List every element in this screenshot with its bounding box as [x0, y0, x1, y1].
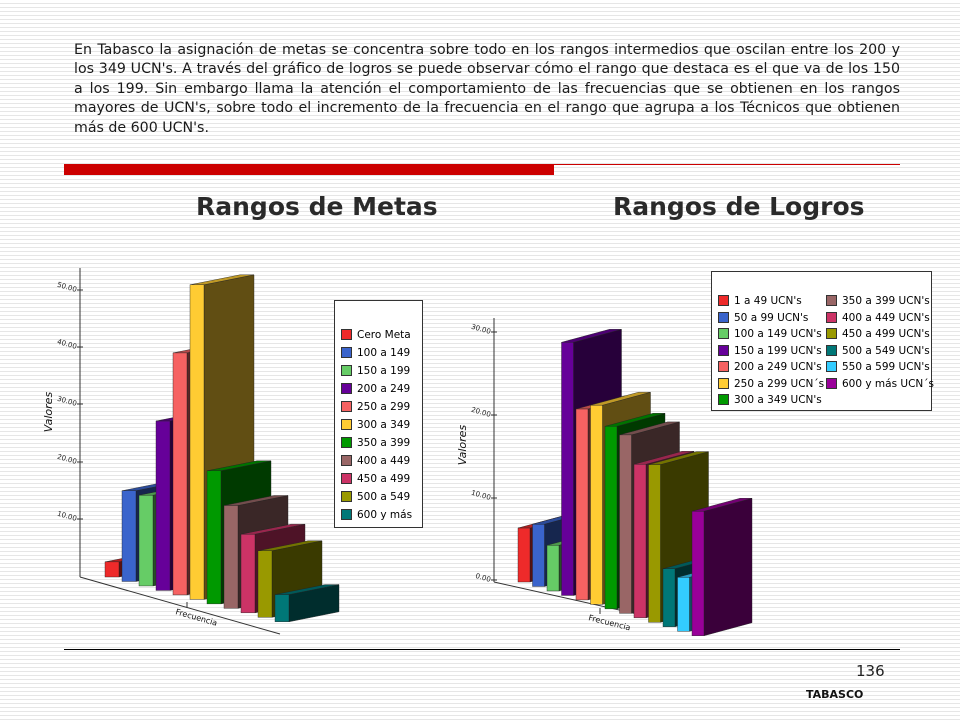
y-tick-label: 50.00	[56, 280, 78, 294]
legend-swatch	[718, 312, 729, 323]
bar-front	[156, 421, 170, 590]
x-axis-label: Frecuencia	[174, 607, 219, 628]
legend-swatch	[826, 361, 837, 372]
bar-front	[207, 471, 221, 604]
bar-front	[605, 426, 617, 609]
legend-label: 150 a 199	[357, 365, 411, 377]
legend-swatch	[341, 491, 352, 502]
bar-front	[649, 465, 661, 623]
page-number: 136	[856, 662, 885, 680]
legend-label: 200 a 249 UCN's	[734, 361, 822, 373]
bar-front	[105, 562, 119, 577]
heading-logros: Rangos de Logros	[613, 192, 865, 221]
bar-front	[533, 524, 545, 586]
legend-label: 500 a 549 UCN's	[842, 344, 930, 357]
x-axis-label: Frecuencia	[587, 613, 632, 633]
legend-swatch	[826, 312, 837, 323]
legend-swatch	[826, 295, 837, 306]
bar-front	[258, 551, 272, 618]
bar-13	[692, 498, 752, 636]
bar-front	[190, 285, 204, 600]
bar-front	[576, 409, 588, 600]
y-axis-label: Valores	[42, 391, 55, 433]
legend-label: 300 a 349	[357, 419, 411, 431]
bar-front	[591, 405, 603, 604]
y-tick-label: 30.00	[56, 394, 78, 408]
y-tick-label: 20.00	[470, 405, 492, 419]
legend-label: 450 a 499 UCN's	[842, 328, 930, 340]
bottom-divider	[64, 649, 900, 650]
legend-swatch	[341, 383, 352, 394]
bar-front	[275, 595, 289, 622]
legend-label: 150 a 199 UCN's	[734, 344, 822, 357]
chart-logros	[456, 318, 752, 636]
legend-swatch	[341, 347, 352, 358]
chart-metas	[42, 268, 339, 634]
bar-front	[224, 506, 238, 609]
legend-label: 50 a 99 UCN's	[734, 311, 809, 324]
bar-front	[139, 495, 153, 586]
legend-swatch	[826, 378, 837, 389]
legend-label: 400 a 449 UCN's	[842, 311, 930, 324]
bar-side	[704, 498, 752, 636]
y-tick-label: 0.00	[474, 571, 492, 584]
legend-logros	[711, 271, 932, 411]
legend-swatch	[341, 365, 352, 376]
y-axis-label: Valores	[456, 424, 469, 466]
intro-paragraph: En Tabasco la asignación de metas se concentra sobre todo en los rangos intermedios que oscilan entre los 200 y los 349 UCN's. A través del gráfico de logros se puede observar cómo el rango que destaca es el que va de los 150 a los 199. Sin embargo llama la atención el comportamiento de las frecuencias que se obtienen en los rangos mayores de UCN's, sobre todo el incremento de la frecuencia en el rango que agrupa a los Técnicos que obtienen más de 600 UCN's.	[74, 42, 900, 136]
legend-swatch	[718, 361, 729, 372]
y-tick-label: 30.00	[470, 322, 492, 336]
legend-label: 600 y más UCN´s	[842, 377, 934, 390]
legend-label: 250 a 299	[357, 401, 411, 413]
heading-metas: Rangos de Metas	[196, 192, 438, 221]
bar-front	[547, 545, 559, 591]
legend-swatch	[341, 437, 352, 448]
legend-label: Cero Meta	[357, 329, 411, 341]
legend-label: 1 a 49 UCN's	[734, 295, 802, 307]
legend-label: 400 a 449	[357, 455, 411, 467]
legend-label: 300 a 349 UCN's	[734, 394, 822, 406]
legend-label: 250 a 299 UCN´s	[734, 377, 825, 390]
legend-label: 200 a 249	[357, 383, 411, 395]
legend-metas	[334, 300, 423, 528]
y-tick-label: 10.00	[56, 509, 78, 523]
legend-swatch	[341, 419, 352, 430]
bar-front	[678, 577, 690, 631]
y-tick-label: 40.00	[56, 337, 78, 351]
legend-swatch	[718, 295, 729, 306]
bar-front	[173, 353, 187, 595]
legend-swatch	[341, 473, 352, 484]
legend-label: 500 a 549	[357, 491, 411, 503]
bar-front	[518, 528, 530, 582]
legend-label: 600 y más	[357, 509, 413, 521]
legend-swatch	[826, 345, 837, 356]
legend-swatch	[341, 455, 352, 466]
legend-label: 350 a 399	[357, 437, 411, 449]
legend-swatch	[826, 328, 837, 339]
legend-label: 350 a 399 UCN's	[842, 295, 930, 307]
bar-front	[241, 534, 255, 613]
bar-front	[634, 464, 646, 618]
legend-swatch	[341, 401, 352, 412]
legend-swatch	[718, 345, 729, 356]
footer-label: TABASCO	[806, 688, 864, 701]
legend-swatch	[718, 378, 729, 389]
y-tick-label: 20.00	[56, 452, 78, 466]
bar-front	[122, 491, 136, 582]
bar-front	[692, 511, 704, 636]
legend-label: 100 a 149 UCN's	[734, 328, 822, 340]
bar-front	[620, 435, 632, 613]
bar-front	[663, 569, 675, 627]
legend-swatch	[341, 509, 352, 520]
legend-swatch	[718, 394, 729, 405]
bar-front	[562, 342, 574, 595]
legend-label: 450 a 499	[357, 473, 411, 485]
legend-label: 550 a 599 UCN's	[842, 361, 930, 373]
legend-label: 100 a 149	[357, 347, 411, 359]
legend-swatch	[718, 328, 729, 339]
y-tick-label: 10.00	[470, 488, 492, 502]
legend-swatch	[341, 329, 352, 340]
